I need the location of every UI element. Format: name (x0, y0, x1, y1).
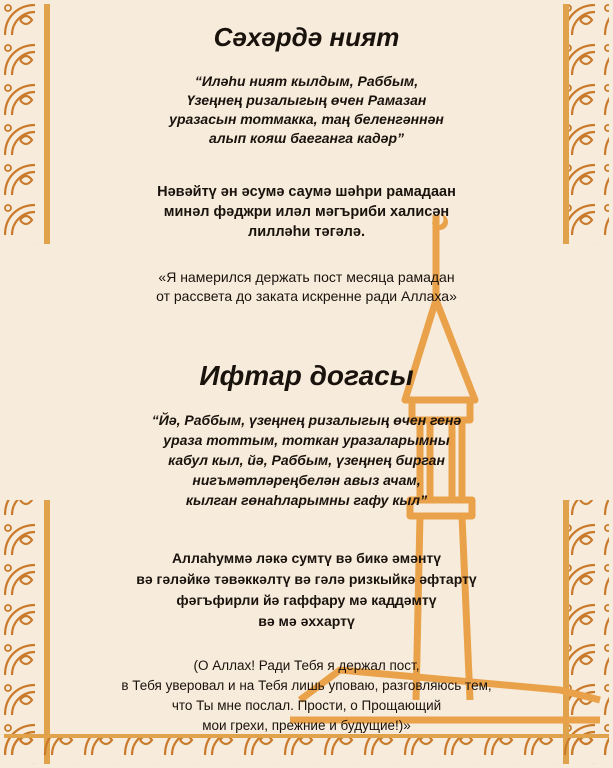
iftar-russian-line: мои грехи, прежние и будущие!)» (202, 718, 411, 733)
iftar-arabic-line: вә мә әххартү (258, 613, 355, 629)
iftar-arabic-line: фәгъфирли йә гаффару мә каддәмтү (176, 592, 437, 608)
iftar-title: Ифтар догасы (199, 360, 414, 391)
iftar-prayer-line: “Йә, Раббым, үзеңнең ризалыгың өчен генә (151, 412, 462, 428)
iftar-arabic-line: Аллаһуммә ләкә сумтү вә бикә әмәнтү (171, 550, 442, 566)
sahar-russian-line: от рассвета до заката искренне ради Аллаха» (156, 288, 457, 304)
iftar-arabic-line: вә гәләйкә тәвәккәлтү вә гәлә ризкыйкә әфтартү (136, 571, 477, 587)
iftar-prayer-line: кылган гөнаһларымны гафу кыл” (185, 492, 428, 508)
iftar-transliteration (0, 548, 613, 632)
iftar-russian-line: что Ты мне послал. Прости, о Прощающий (171, 698, 442, 713)
sahar-translation (0, 268, 613, 306)
iftar-translation (0, 656, 613, 736)
sahar-prayer-line: Үзеңнең ризалыгың өчен Рамазан (186, 92, 427, 108)
iftar-russian-line: (О Аллах! Ради Тебя я держал пост, (193, 658, 420, 673)
sahar-prayer (0, 72, 613, 148)
sahar-russian-line: «Я намерился держать пост месяца рамадан (158, 269, 455, 285)
sahar-arabic-line: лилләһи тәгәлә. (248, 224, 365, 240)
sahar-arabic-line: Нәвәйтү ән әсумә саумә шәһри рамадаан (157, 184, 456, 200)
sahar-prayer-line: уразасын тотмакка, таң беленгәннән (169, 111, 444, 127)
sahar-arabic-line: минәл фәджри иләл мәгъриби халисән (163, 204, 450, 220)
iftar-russian-line: в Тебя уверовал и на Тебя лишь уповаю, разговляюсь тем, (121, 678, 492, 693)
iftar-prayer-line: ураза тоттым, тоткан уразаларымны (163, 432, 450, 448)
sahar-transliteration (0, 182, 613, 242)
sahar-prayer-line: “Иләһи ният кылдым, Раббым, (194, 73, 419, 89)
sahar-title: Сәхәрдә ният (213, 22, 400, 52)
iftar-prayer-line: кабул кыл, йә, Раббым, үзеңнең бирган (168, 452, 445, 468)
iftar-prayer-line: нигъмәтләреңбелән авыз ачам, (192, 472, 421, 488)
sahar-prayer-line: алып кояш баеганга кадәр” (208, 130, 405, 146)
iftar-prayer (0, 410, 613, 510)
